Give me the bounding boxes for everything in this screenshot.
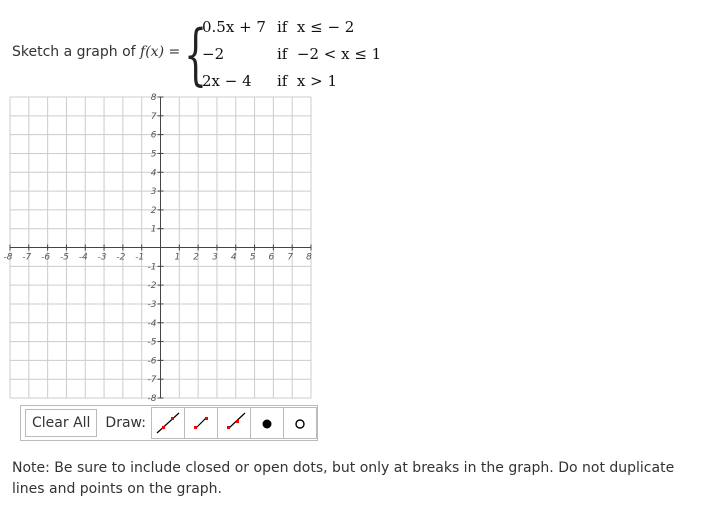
case-expr: 2x − 4: [202, 72, 252, 90]
instructions-note: Note: Be sure to include closed or open dots, but only at breaks in the graph. Do not duplicate lines and points on the graph.: [12, 460, 675, 497]
y-tick-label: -3: [147, 299, 157, 310]
piecewise-brace: {: [184, 16, 208, 93]
y-tick-label: 1: [150, 224, 157, 235]
segment-tool[interactable]: [184, 407, 218, 439]
y-tick-label: -8: [147, 394, 157, 404]
x-tick-label: 7: [287, 252, 294, 263]
prompt-lead: [12, 44, 180, 60]
y-tick-label: -7: [147, 375, 157, 386]
case-condition: if x ≤ − 2: [277, 18, 355, 36]
coordinate-grid[interactable]: [3, 93, 313, 404]
x-tick-label: 8: [306, 252, 312, 263]
case-condition: if −2 < x ≤ 1: [277, 45, 382, 63]
open-dot-tool[interactable]: [283, 407, 317, 439]
x-tick-label: -1: [135, 252, 145, 263]
function-label: f(x) =: [140, 44, 181, 60]
y-tick-label: -1: [147, 262, 157, 273]
draw-toolbar: [20, 405, 318, 441]
y-tick-label: 4: [150, 168, 157, 179]
y-tick-label: 3: [150, 187, 157, 198]
case-expr: −2: [202, 45, 225, 63]
y-tick-label: 5: [150, 149, 157, 160]
y-tick-label: 6: [150, 130, 157, 141]
closed-dot-tool[interactable]: [250, 407, 284, 439]
graph-area[interactable]: [3, 93, 313, 404]
y-tick-label: 2: [150, 205, 157, 216]
ray-tool[interactable]: [217, 407, 251, 439]
x-tick-label: 5: [249, 252, 256, 263]
line-icon: [154, 410, 182, 436]
case-condition: if x > 1: [277, 72, 338, 90]
x-tick-label: 1: [174, 252, 181, 263]
line-tool[interactable]: [151, 407, 185, 439]
y-tick-label: -5: [147, 337, 157, 348]
x-tick-label: -2: [116, 252, 126, 263]
problem-statement: [12, 14, 432, 94]
x-tick-label: -7: [22, 252, 32, 263]
y-tick-label: -6: [147, 356, 157, 367]
y-tick-label: -4: [147, 318, 157, 329]
x-tick-label: 2: [193, 252, 199, 263]
x-tick-label: 3: [212, 252, 218, 263]
x-tick-label: -5: [59, 252, 69, 263]
x-tick-label: 4: [230, 252, 237, 263]
y-tick-label: -2: [147, 281, 157, 292]
closed-dot-icon: [253, 410, 281, 436]
y-tick-label: 7: [150, 111, 157, 122]
segment-icon: [187, 410, 215, 436]
clear-all-button[interactable]: Clear All: [25, 409, 97, 437]
ray-icon: [220, 410, 248, 436]
x-tick-label: -6: [41, 252, 51, 263]
y-tick-label: 8: [150, 93, 157, 103]
draw-label: Draw:: [105, 415, 146, 431]
x-tick-label: 6: [268, 252, 275, 263]
x-tick-label: -4: [78, 252, 88, 263]
x-tick-label: -3: [97, 252, 107, 263]
case-expr: 0.5x + 7: [202, 18, 266, 36]
x-tick-label: -8: [3, 252, 13, 263]
open-dot-icon: [286, 410, 314, 436]
prompt-text: Sketch a graph of: [12, 44, 136, 60]
